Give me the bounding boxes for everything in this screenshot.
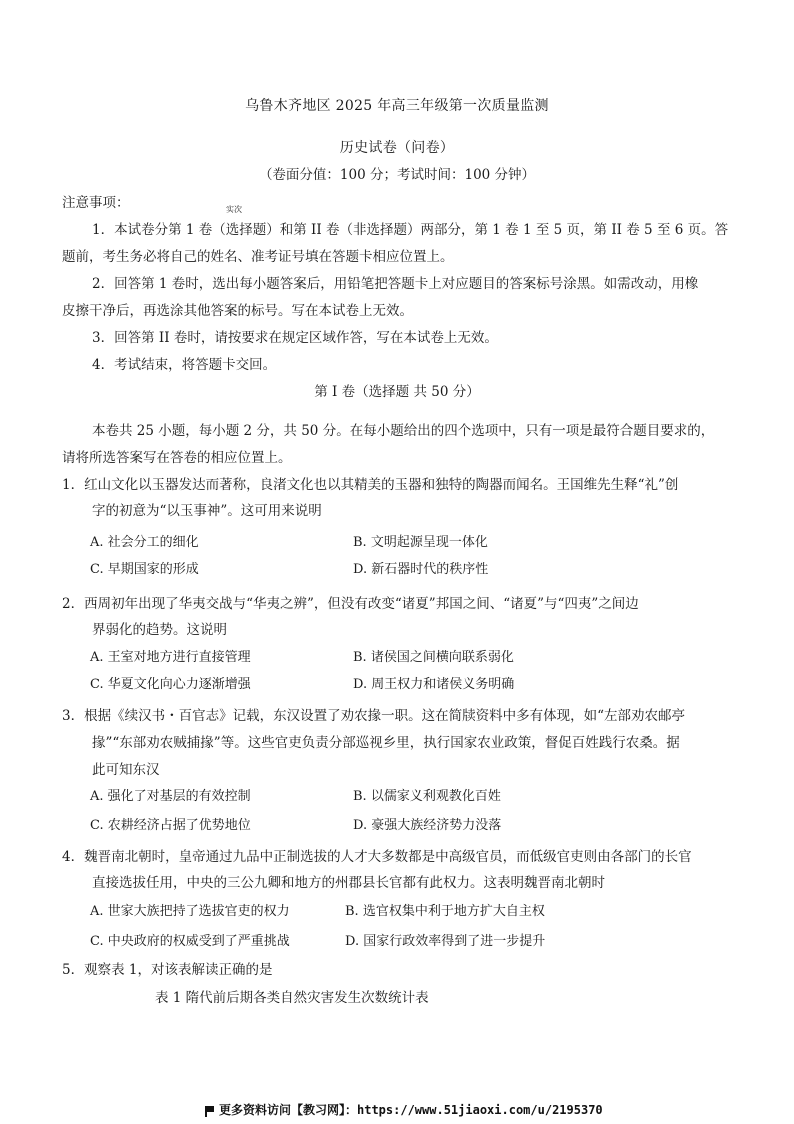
- question-1-option-c: C. 早期国家的形成: [90, 562, 199, 577]
- question-1-option-b: B. 文明起源呈现一体化: [353, 535, 488, 550]
- question-2-option-d: D. 周王权力和诸侯义务明确: [353, 677, 515, 692]
- question-3-option-d: D. 豪强大族经济势力没落: [353, 818, 502, 833]
- exam-subject: 历史试卷（问卷）: [339, 140, 455, 156]
- question-2-option-a: A. 王室对地方进行直接管理: [90, 650, 251, 665]
- question-4-option-d: D. 国家行政效率得到了进一步提升: [345, 934, 546, 949]
- question-3-option-b: B. 以儒家义利观教化百姓: [353, 789, 501, 804]
- notes-item: 皮擦干净后，再选涂其他答案的标号。写在本试卷上无效。: [62, 303, 413, 319]
- exam-meta: （卷面分值：100 分；考试时间：100 分钟）: [258, 167, 536, 183]
- question-2-stem: 界弱化的趋势。这说明: [92, 622, 227, 638]
- notes-item: 3．回答第 II 卷时，请按要求在规定区域作答，写在本试卷上无效。: [92, 330, 498, 346]
- notes-item: 1．本试卷分第 1 卷（选择题）和第 II 卷（非选择题）两部分，第 1 卷 1 至 5 页，第 II 卷 5 至 6 页。答: [92, 222, 729, 238]
- question-3-stem: 掾”“东部劝农贼捕掾”等。这些官吏负责分部巡视乡里，执行国家农业政策，督促百姓践行农桑。据: [92, 735, 680, 751]
- question-1-stem: 字的初意为“以玉事神”。这可用来说明: [92, 503, 322, 519]
- question-3-stem: 此可知东汉: [92, 762, 160, 778]
- question-4-option-a: A. 世家大族把持了选拔官吏的权力: [90, 904, 290, 919]
- notes-item: 4．考试结束，将答题卡交回。: [92, 357, 277, 373]
- question-3-option-a: A. 强化了对基层的有效控制: [90, 789, 251, 804]
- question-2-option-c: C. 华夏文化向心力逐渐增强: [90, 677, 251, 692]
- question-2-option-b: B. 诸侯国之间横向联系弱化: [353, 650, 514, 665]
- section-intro: 请将所选答案写在答卷的相应位置上。: [62, 450, 292, 466]
- notes-item: 题前，考生务必将自己的姓名、准考证号填在答题卡相应位置上。: [62, 249, 454, 265]
- exam-title: 乌鲁木齐地区 2025 年高三年级第一次质量监测: [245, 98, 549, 114]
- notes-item: 2．回答第 1 卷时，选出每小题答案后，用铅笔把答题卡上对应题目的答案标号涂黑。如需改动，用橡: [92, 276, 699, 292]
- question-5-stem: 5．观察表 1，对该表解读正确的是: [62, 962, 273, 978]
- footer-link[interactable]: [205, 1101, 603, 1118]
- flag-icon: [205, 1106, 214, 1115]
- section-heading: 第 I 卷（选择题 共 50 分）: [314, 384, 480, 400]
- notes-heading: 注意事项：: [62, 195, 130, 211]
- question-4-stem: 4．魏晋南北朝时，皇帝通过九品中正制选拔的人才大多数都是中高级官员，而低级官吏则由各部门的长官: [62, 849, 692, 865]
- question-1-option-d: D. 新石器时代的秩序性: [353, 562, 489, 577]
- question-4-stem: 直接选拔任用，中央的三公九卿和地方的州郡县长官都有此权力。这表明魏晋南北朝时: [92, 875, 605, 891]
- question-3-stem: 3．根据《续汉书・百官志》记载，东汉设置了劝农掾一职。这在简牍资料中多有体现，如“左部劝农邮亭: [62, 708, 685, 724]
- question-2-stem: 2．西周初年出现了华夷交战与“华夷之辨”，但没有改变“诸夏”邦国之间、“诸夏”与“四夷”之间边: [62, 596, 639, 612]
- question-1-stem: 1．红山文化以玉器发达而著称，良渚文化也以其精美的玉器和独特的陶器而闻名。王国维先生释“礼”创: [62, 477, 679, 493]
- footer-text[interactable]: 更多资料访问【教习网】：https://www.51jiaoxi.com/u/2195370: [219, 1103, 603, 1117]
- notes-annotation: 实次: [226, 205, 242, 214]
- section-intro: 本卷共 25 小题，每小题 2 分，共 50 分。在每小题给出的四个选项中，只有一项是最符合题目要求的，: [92, 423, 715, 439]
- question-4-option-b: B. 选官权集中利于地方扩大自主权: [345, 904, 545, 919]
- table-caption: 表 1 隋代前后期各类自然灾害发生次数统计表: [155, 990, 429, 1006]
- question-3-option-c: C. 农耕经济占据了优势地位: [90, 818, 251, 833]
- question-1-option-a: A. 社会分工的细化: [90, 535, 199, 550]
- question-4-option-c: C. 中央政府的权威受到了严重挑战: [90, 934, 290, 949]
